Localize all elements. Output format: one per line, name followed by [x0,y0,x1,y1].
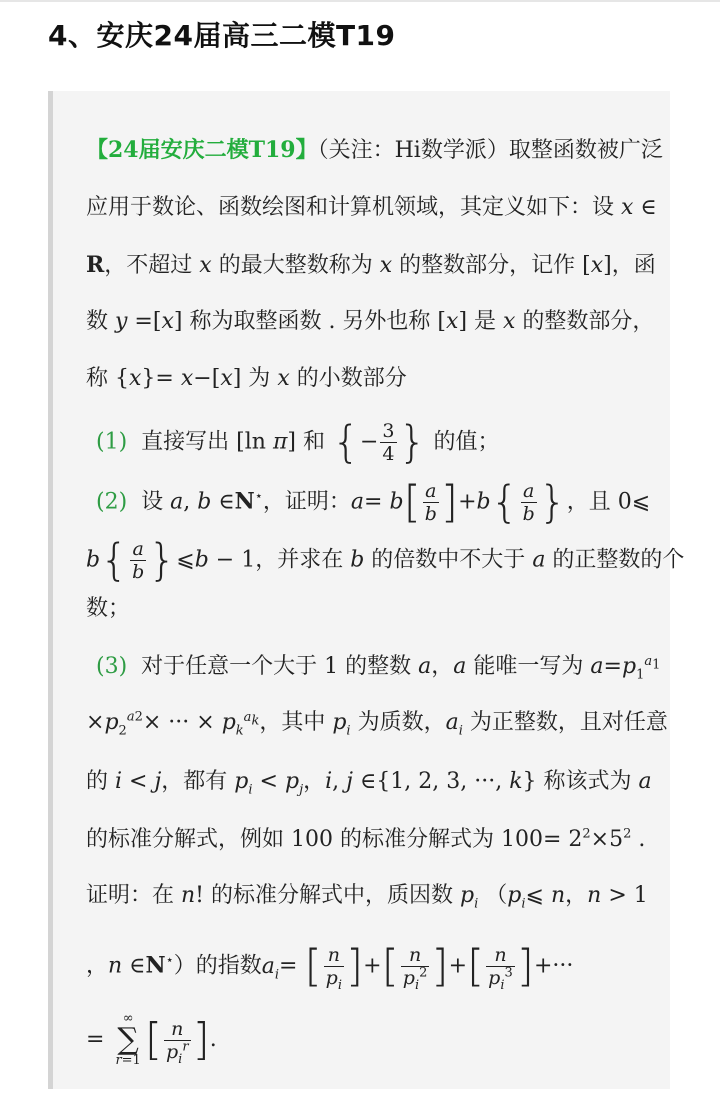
problem-card [48,91,670,1089]
part-3-line-2: $\times p_2^{a2}\times$ ··· × $p_k^{a_k}$，其中 $p_i$ 为质数，$a_i$ 为正整数，且对任意 [86,709,668,739]
part-3-line-5: 证明：在 n! 的标准分解式中，质因数 $p_i$ （$p_i⩽$ n，n > 1 [86,883,648,912]
problem-tag: 【24届安庆二模T19】 [86,137,318,163]
part-1: (1) 直接写出 [ln π] 和 {− $\frac{3}{4}$ } 的值； [96,416,500,468]
quote-bar [48,91,53,1089]
part-3-line-1: (3) 对于任意一个大于 1 的整数 a，a 能唯一写为 $a=p_1^{a_1}$ [96,653,661,683]
part-3-line-3: 的 i < j，都有 $p_i < p_j$，i, j ∈{1, 2, 3, ···, k} 称该式为 a [86,769,652,798]
part-2-line-3: 数； [86,596,131,621]
part-2-line-2: b{ $\frac{a}{b}$ }⩽b − 1，并求在 b 的倍数中不大于 a 的正整数的个 [86,534,685,586]
part-3-line-7: = ∞ ∑ r=1[ $\frac{n}{p_i^r}$ ]. [86,1011,217,1068]
line-4: 数 y =[x] 称为取整函数 . 另外也称 [x] 是 x 的整数部分， [86,309,655,334]
line-1: 【24届安庆二模T19】（关注：Hi数学派）取整函数被广泛 [86,137,663,163]
part-3-line-6: ，n ∈N⋆）的指数$a_i=$ [ $\frac{n}{p_i}$ ]+[ $\frac{n}{p_i^2}$ ]+[ $\frac{n}{p_i^3}$ ]+··· [86,940,574,993]
top-divider [0,0,720,2]
line-3: R，不超过 x 的最大整数称为 x 的整数部分，记作 [x]，函 [86,252,656,278]
part-3-line-4: 的标准分解式，例如 100 的标准分解式为 $100= 2^2\times 5^2$ . [86,826,646,852]
line-2: 应用于数论、函数绘图和计算机领域，其定义如下：设 x ∈ [86,195,657,220]
part-2-line-1: (2) 设 a, b ∈N⋆，证明：a= b[ $\frac{a}{b}$ ]+b{ $\frac{a}{b}$ }，且 0⩽ [96,476,651,528]
line-5: 称 {x}= x−[x] 为 x 的小数部分 [86,366,407,391]
page-title: 4、安庆24届高三二模T19 [48,19,396,52]
